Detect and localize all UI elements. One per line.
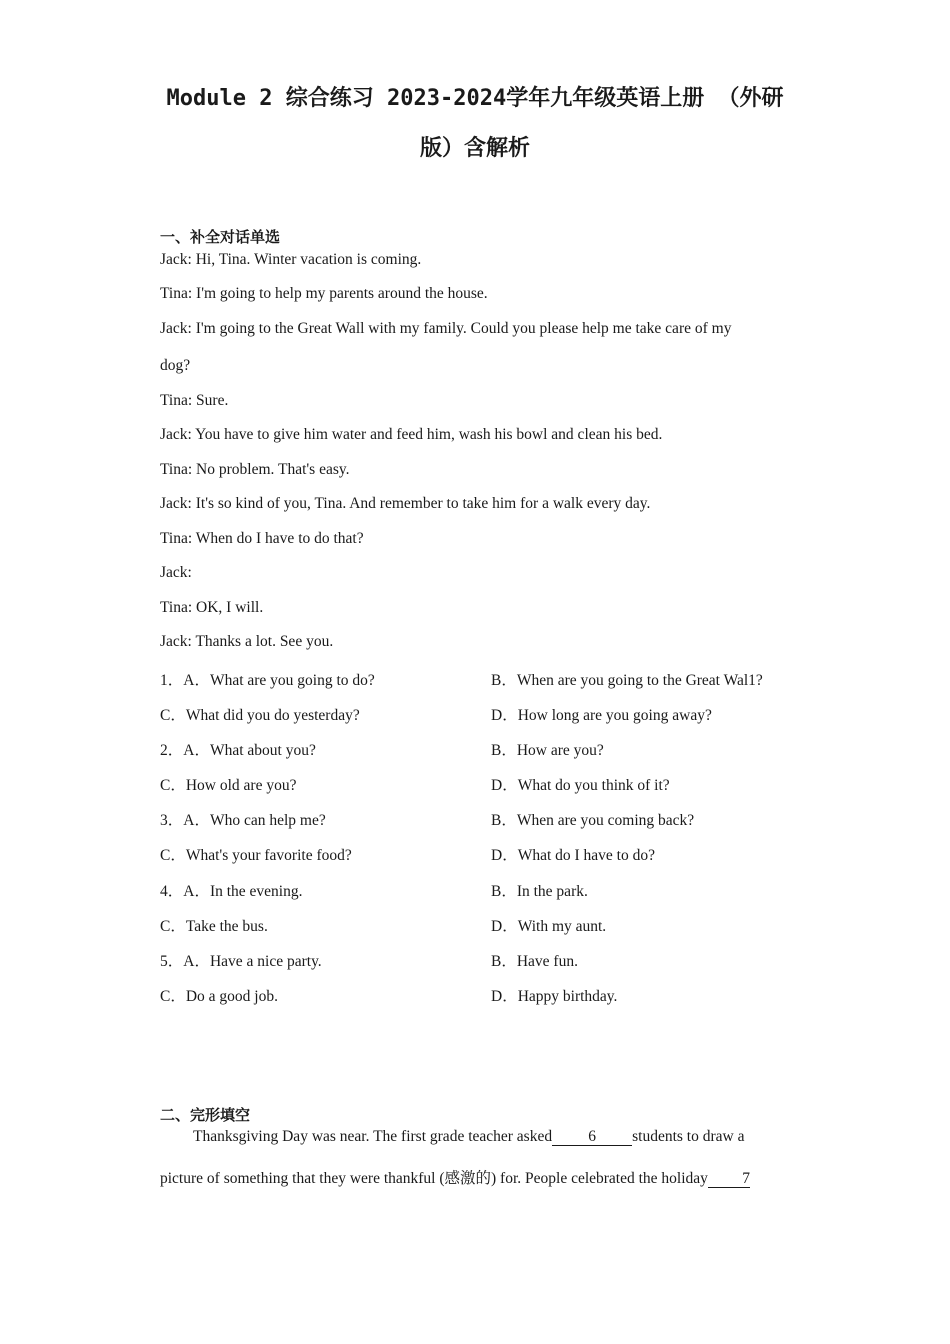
title-line-2: 版）含解析 [419,136,530,161]
page-title [150,74,800,174]
question-5-option-d[interactable]: D．Happy birthday. [491,988,618,1005]
question-4-option-b[interactable]: B．In the park. [491,883,588,900]
dialogue-line: Jack: [160,564,192,581]
question-1-option-c[interactable]: C．What did you do yesterday? [160,707,360,724]
blank-6[interactable]: 6 [552,1129,632,1146]
cloze-text: students to draw a [632,1128,745,1145]
question-2-option-b[interactable]: B．How are you? [491,742,604,759]
question-3-option-c[interactable]: C．What's your favorite food? [160,847,352,864]
dialogue-line: Tina: OK, I will. [160,599,264,616]
question-3-option-a[interactable]: 3．A．Who can help me? [160,812,326,829]
question-4-option-a[interactable]: 4．A．In the evening. [160,883,303,900]
question-4-option-c[interactable]: C．Take the bus. [160,918,268,935]
cloze-text: picture of something that they were thankful (感激的) for. People celebrated the holiday [160,1170,708,1187]
question-4-option-d[interactable]: D．With my aunt. [491,918,607,935]
question-1-option-b[interactable]: B．When are you going to the Great Wal1? [491,672,763,689]
dialogue-line: Jack: I'm going to the Great Wall with my family. Could you please help me take care of my [160,320,732,337]
question-1-option-d[interactable]: D．How long are you going away? [491,707,712,724]
question-3-option-b[interactable]: B．When are you coming back? [491,812,695,829]
question-2-option-d[interactable]: D．What do you think of it? [491,777,670,794]
dialogue-line: Jack: Thanks a lot. See you. [160,633,334,650]
dialogue-line: Tina: When do I have to do that? [160,530,364,547]
dialogue-line: Jack: Hi, Tina. Winter vacation is coming. [160,251,422,268]
dialogue-line: Jack: It's so kind of you, Tina. And remember to take him for a walk every day. [160,495,651,512]
question-5-option-a[interactable]: 5．A．Have a nice party. [160,953,322,970]
cloze-paragraph-line-2 [160,1166,750,1188]
question-5-option-b[interactable]: B．Have fun. [491,953,578,970]
question-1-option-a[interactable]: 1．A．What are you going to do? [160,672,375,689]
dialogue-line: dog? [160,357,191,374]
question-2-option-c[interactable]: C．How old are you? [160,777,297,794]
dialogue-line: Tina: I'm going to help my parents around the house. [160,285,488,302]
dialogue-line: Tina: No problem. That's easy. [160,461,350,478]
question-3-option-d[interactable]: D．What do I have to do? [491,847,655,864]
question-5-option-c[interactable]: C．Do a good job. [160,988,278,1005]
section-2-heading: 二、完形填空 [160,1106,251,1124]
cloze-paragraph-line-1 [193,1128,744,1146]
cloze-text: Thanksgiving Day was near. The first grade teacher asked [193,1128,553,1145]
section-1-heading: 一、补全对话单选 [160,228,281,246]
dialogue-line: Tina: Sure. [160,392,229,409]
question-2-option-a[interactable]: 2．A．What about you? [160,742,316,759]
blank-7[interactable]: 7 [708,1171,750,1188]
dialogue-line: Jack: You have to give him water and feed him, wash his bowl and clean his bed. [160,426,663,443]
title-line-1: Module 2 综合练习 2023-2024学年九年级英语上册 （外研 [166,86,784,111]
